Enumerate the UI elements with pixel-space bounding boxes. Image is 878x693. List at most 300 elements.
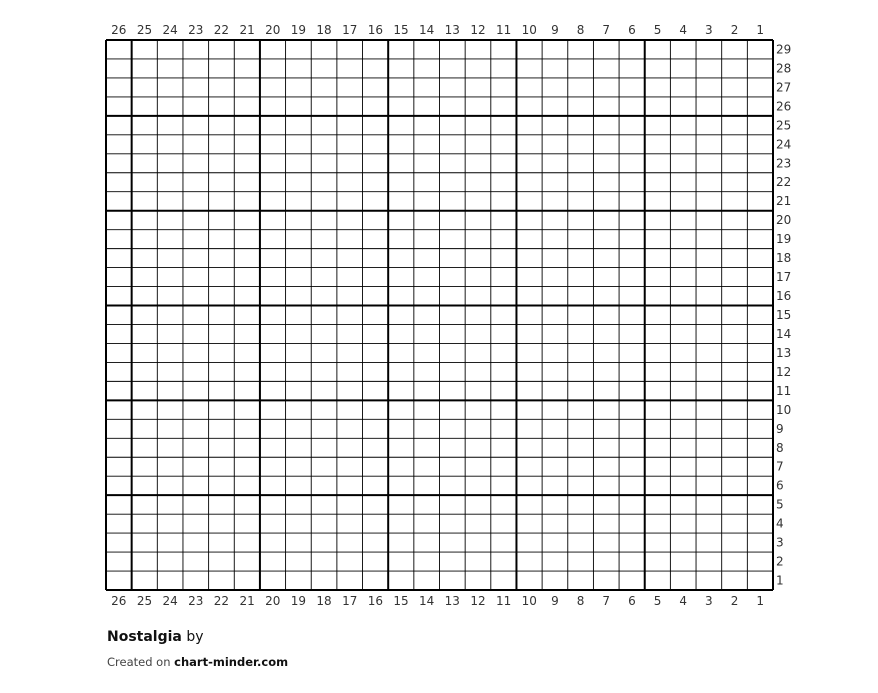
- chart-cell: [234, 438, 260, 457]
- chart-cell: [440, 552, 466, 571]
- chart-cell: [747, 192, 773, 211]
- chart-cell: [337, 438, 363, 457]
- chart-cell: [183, 78, 209, 97]
- chart-cell: [234, 457, 260, 476]
- chart-cell: [440, 192, 466, 211]
- chart-cell: [465, 173, 491, 192]
- chart-cell: [593, 249, 619, 268]
- chart-cell: [286, 476, 312, 495]
- chart-cell: [645, 571, 671, 590]
- chart-cell: [388, 249, 414, 268]
- row-label: 26: [776, 99, 792, 114]
- chart-cell: [645, 514, 671, 533]
- row-label: 4: [776, 516, 784, 531]
- chart-cell: [209, 59, 235, 78]
- chart-cell: [132, 40, 158, 59]
- chart-cell: [516, 343, 542, 362]
- column-label-bottom: 22: [213, 594, 230, 608]
- chart-cell: [593, 495, 619, 514]
- chart-cell: [542, 514, 568, 533]
- chart-cell: [363, 116, 389, 135]
- chart-cell: [132, 514, 158, 533]
- chart-cell: [593, 78, 619, 97]
- chart-cell: [260, 97, 286, 116]
- chart-cell: [747, 78, 773, 97]
- chart-cell: [183, 268, 209, 287]
- chart-cell: [260, 78, 286, 97]
- row-label: 19: [776, 232, 792, 247]
- chart-cell: [337, 211, 363, 230]
- chart-cell: [311, 306, 337, 325]
- chart-cell: [491, 438, 517, 457]
- chart-cell: [209, 97, 235, 116]
- chart-cell: [491, 230, 517, 249]
- chart-cell: [542, 173, 568, 192]
- chart-cell: [670, 514, 696, 533]
- row-label: 21: [776, 194, 792, 209]
- chart-cell: [568, 59, 594, 78]
- chart-cell: [363, 78, 389, 97]
- chart-cell: [388, 381, 414, 400]
- chart-cell: [157, 306, 183, 325]
- chart-cell: [747, 154, 773, 173]
- chart-cell: [132, 400, 158, 419]
- chart-cell: [286, 116, 312, 135]
- column-label-top: 19: [290, 23, 307, 37]
- chart-cell: [619, 154, 645, 173]
- chart-cell: [645, 116, 671, 135]
- column-label-top: 21: [239, 23, 255, 37]
- chart-cell: [645, 135, 671, 154]
- chart-cell: [696, 343, 722, 362]
- chart-cell: [491, 362, 517, 381]
- chart-cell: [465, 362, 491, 381]
- chart-cell: [260, 192, 286, 211]
- chart-cell: [209, 457, 235, 476]
- chart-cell: [234, 571, 260, 590]
- chart-cell: [106, 438, 132, 457]
- chart-cell: [696, 324, 722, 343]
- chart-cell: [516, 249, 542, 268]
- chart-cell: [722, 78, 748, 97]
- row-labels-right: [776, 42, 791, 587]
- chart-cell: [286, 533, 312, 552]
- chart-cell: [619, 381, 645, 400]
- chart-cell: [696, 552, 722, 571]
- chart-cell: [337, 173, 363, 192]
- chart-cell: [337, 419, 363, 438]
- column-label-bottom: 14: [419, 594, 435, 608]
- column-label-bottom: 7: [602, 594, 611, 608]
- chart-cell: [209, 552, 235, 571]
- chart-cell: [260, 400, 286, 419]
- chart-cell: [363, 211, 389, 230]
- chart-cell: [286, 173, 312, 192]
- chart-cell: [568, 571, 594, 590]
- chart-cell: [286, 419, 312, 438]
- chart-cell: [465, 476, 491, 495]
- chart-cell: [183, 533, 209, 552]
- chart-cell: [106, 306, 132, 325]
- pattern-name: Nostalgia: [107, 629, 182, 645]
- chart-cell: [337, 343, 363, 362]
- chart-cell: [234, 287, 260, 306]
- chart-cell: [388, 438, 414, 457]
- chart-cell: [132, 571, 158, 590]
- chart-cell: [363, 552, 389, 571]
- chart-cell: [619, 438, 645, 457]
- chart-cell: [260, 116, 286, 135]
- chart-cell: [157, 495, 183, 514]
- chart-cell: [209, 154, 235, 173]
- chart-cell: [183, 343, 209, 362]
- chart-cell: [722, 40, 748, 59]
- column-label-top: 20: [265, 23, 281, 37]
- chart-cell: [568, 135, 594, 154]
- chart-cell: [106, 97, 132, 116]
- chart-cell: [106, 154, 132, 173]
- chart-cell: [440, 571, 466, 590]
- chart-cell: [645, 381, 671, 400]
- column-label-bottom: 10: [521, 594, 537, 608]
- chart-cell: [440, 381, 466, 400]
- chart-cell: [619, 419, 645, 438]
- chart-cell: [645, 400, 671, 419]
- chart-cell: [593, 476, 619, 495]
- chart-cell: [311, 533, 337, 552]
- chart-cell: [183, 154, 209, 173]
- column-label-bottom: 18: [316, 594, 332, 608]
- chart-cell: [722, 116, 748, 135]
- chart-cell: [670, 552, 696, 571]
- chart-cell: [491, 324, 517, 343]
- chart-cell: [157, 362, 183, 381]
- chart-cell: [516, 552, 542, 571]
- chart-cell: [234, 40, 260, 59]
- chart-cell: [568, 381, 594, 400]
- column-label-top: 15: [393, 23, 409, 37]
- chart-cell: [747, 211, 773, 230]
- chart-cell: [645, 552, 671, 571]
- chart-cell: [568, 438, 594, 457]
- chart-cell: [183, 476, 209, 495]
- column-label-bottom: 1: [756, 594, 764, 608]
- column-label-top: 5: [653, 23, 662, 37]
- chart-cell: [414, 324, 440, 343]
- chart-cell: [593, 211, 619, 230]
- pattern-by-label: by: [186, 629, 204, 645]
- chart-cell: [260, 324, 286, 343]
- chart-cell: [388, 173, 414, 192]
- chart-cell: [286, 552, 312, 571]
- chart-cell: [183, 362, 209, 381]
- chart-cell: [260, 495, 286, 514]
- chart-cell: [260, 59, 286, 78]
- chart-cell: [311, 211, 337, 230]
- chart-cell: [619, 495, 645, 514]
- chart-cell: [414, 173, 440, 192]
- chart-cell: [619, 97, 645, 116]
- chart-cell: [670, 173, 696, 192]
- chart-cell: [414, 362, 440, 381]
- chart-cell: [542, 306, 568, 325]
- chart-cell: [311, 476, 337, 495]
- column-label-top: 1: [756, 23, 764, 37]
- row-label: 15: [776, 308, 792, 322]
- chart-cell: [209, 192, 235, 211]
- chart-cell: [311, 362, 337, 381]
- chart-cell: [234, 324, 260, 343]
- site-link[interactable]: chart-minder.com: [174, 655, 289, 669]
- column-labels-top: [111, 23, 764, 37]
- chart-cell: [722, 287, 748, 306]
- chart-cell: [311, 514, 337, 533]
- chart-cell: [465, 192, 491, 211]
- chart-cell: [209, 249, 235, 268]
- chart-cell: [183, 571, 209, 590]
- chart-cell: [465, 135, 491, 154]
- chart-cell: [542, 59, 568, 78]
- chart-cell: [260, 211, 286, 230]
- chart-cell: [722, 400, 748, 419]
- chart-cell: [465, 97, 491, 116]
- chart-cell: [414, 419, 440, 438]
- chart-footer: [107, 628, 807, 670]
- chart-cell: [747, 419, 773, 438]
- chart-cell: [106, 40, 132, 59]
- chart-cell: [542, 381, 568, 400]
- chart-cell: [183, 192, 209, 211]
- chart-cell: [696, 97, 722, 116]
- chart-cell: [670, 306, 696, 325]
- chart-cell: [516, 533, 542, 552]
- chart-cell: [209, 571, 235, 590]
- chart-cell: [645, 173, 671, 192]
- chart-cell: [132, 495, 158, 514]
- chart-cell: [132, 324, 158, 343]
- chart-cell: [209, 287, 235, 306]
- chart-cell: [440, 40, 466, 59]
- chart-cell: [183, 135, 209, 154]
- chart-cell: [542, 40, 568, 59]
- chart-cell: [260, 249, 286, 268]
- column-label-top: 16: [367, 23, 384, 37]
- chart-cell: [388, 59, 414, 78]
- chart-cell: [747, 552, 773, 571]
- chart-cell: [157, 135, 183, 154]
- chart-cell: [337, 59, 363, 78]
- chart-cell: [645, 40, 671, 59]
- chart-cell: [286, 154, 312, 173]
- chart-cell: [388, 230, 414, 249]
- chart-cell: [414, 381, 440, 400]
- chart-cell: [106, 495, 132, 514]
- chart-cell: [209, 211, 235, 230]
- chart-cell: [234, 59, 260, 78]
- chart-cell: [722, 381, 748, 400]
- chart-cell: [440, 343, 466, 362]
- chart-cell: [491, 211, 517, 230]
- chart-cell: [363, 173, 389, 192]
- chart-cell: [593, 533, 619, 552]
- chart-cell: [183, 173, 209, 192]
- chart-cell: [286, 362, 312, 381]
- chart-cell: [465, 457, 491, 476]
- row-label: 24: [776, 137, 792, 152]
- chart-cell: [414, 495, 440, 514]
- chart-cell: [645, 78, 671, 97]
- chart-cell: [260, 457, 286, 476]
- chart-cell: [747, 230, 773, 249]
- chart-cell: [593, 362, 619, 381]
- row-label: 11: [776, 383, 792, 398]
- chart-cell: [491, 381, 517, 400]
- chart-cell: [183, 381, 209, 400]
- chart-cell: [542, 135, 568, 154]
- chart-cell: [747, 400, 773, 419]
- chart-cell: [593, 552, 619, 571]
- chart-cell: [568, 78, 594, 97]
- chart-cell: [311, 268, 337, 287]
- chart-cell: [516, 306, 542, 325]
- chart-cell: [516, 116, 542, 135]
- column-label-bottom: 25: [136, 594, 153, 608]
- chart-cell: [593, 343, 619, 362]
- chart-cell: [440, 59, 466, 78]
- column-label-top: 25: [136, 23, 153, 37]
- chart-cell: [568, 249, 594, 268]
- chart-cell: [311, 457, 337, 476]
- chart-cell: [337, 306, 363, 325]
- chart-cell: [132, 476, 158, 495]
- chart-cell: [440, 211, 466, 230]
- chart-cell: [234, 268, 260, 287]
- chart-cell: [747, 476, 773, 495]
- column-label-top: 7: [602, 23, 611, 37]
- chart-cell: [696, 362, 722, 381]
- chart-cell: [747, 533, 773, 552]
- chart-cell: [593, 173, 619, 192]
- chart-cell: [106, 211, 132, 230]
- chart-cell: [619, 249, 645, 268]
- chart-cell: [696, 306, 722, 325]
- chart-cell: [132, 268, 158, 287]
- chart-cell: [388, 268, 414, 287]
- chart-cell: [568, 306, 594, 325]
- chart-cell: [388, 78, 414, 97]
- chart-cell: [696, 287, 722, 306]
- chart-cell: [542, 533, 568, 552]
- chart-cell: [491, 135, 517, 154]
- chart-cell: [234, 78, 260, 97]
- chart-cell: [388, 324, 414, 343]
- column-label-bottom: 20: [265, 594, 281, 608]
- row-label: 10: [776, 402, 792, 417]
- chart-cell: [106, 230, 132, 249]
- chart-cell: [414, 552, 440, 571]
- chart-cell: [670, 324, 696, 343]
- chart-cell: [209, 40, 235, 59]
- chart-cell: [183, 287, 209, 306]
- chart-cell: [106, 381, 132, 400]
- chart-cell: [440, 533, 466, 552]
- chart-cell: [696, 457, 722, 476]
- chart-cell: [722, 533, 748, 552]
- chart-cell: [747, 249, 773, 268]
- row-label: 29: [776, 42, 792, 57]
- row-label: 20: [776, 213, 792, 228]
- chart-cell: [491, 249, 517, 268]
- chart-cell: [260, 135, 286, 154]
- chart-cell: [337, 135, 363, 154]
- chart-cell: [132, 192, 158, 211]
- chart-cell: [619, 476, 645, 495]
- chart-cell: [157, 381, 183, 400]
- chart-cell: [183, 438, 209, 457]
- chart-cell: [106, 457, 132, 476]
- chart-cell: [670, 135, 696, 154]
- chart-cell: [516, 438, 542, 457]
- chart-cell: [337, 268, 363, 287]
- chart-cell: [542, 211, 568, 230]
- chart-cell: [619, 78, 645, 97]
- chart-cell: [465, 59, 491, 78]
- chart-cell: [619, 324, 645, 343]
- chart-cell: [132, 211, 158, 230]
- chart-cell: [465, 230, 491, 249]
- chart-cell: [337, 362, 363, 381]
- chart-cell: [132, 533, 158, 552]
- chart-cell: [542, 476, 568, 495]
- chart-cell: [491, 533, 517, 552]
- chart-cell: [363, 400, 389, 419]
- chart-cell: [722, 362, 748, 381]
- chart-cell: [747, 287, 773, 306]
- chart-cell: [491, 97, 517, 116]
- chart-cell: [183, 306, 209, 325]
- chart-cell: [568, 97, 594, 116]
- column-label-top: 14: [419, 23, 435, 37]
- chart-cell: [645, 249, 671, 268]
- chart-cell: [747, 40, 773, 59]
- chart-cell: [286, 287, 312, 306]
- chart-cell: [670, 495, 696, 514]
- chart-cell: [670, 59, 696, 78]
- chart-cell: [619, 514, 645, 533]
- chart-cell: [593, 230, 619, 249]
- column-label-bottom: 24: [162, 594, 178, 608]
- column-label-bottom: 16: [367, 594, 384, 608]
- chart-cell: [696, 230, 722, 249]
- chart-cell: [516, 268, 542, 287]
- row-label: 12: [776, 364, 792, 379]
- chart-cell: [157, 400, 183, 419]
- chart-cell: [516, 362, 542, 381]
- chart-cell: [568, 362, 594, 381]
- chart-cell: [722, 514, 748, 533]
- chart-cell: [260, 476, 286, 495]
- chart-cell: [337, 192, 363, 211]
- row-label: 22: [776, 175, 792, 190]
- chart-cell: [106, 533, 132, 552]
- chart-cell: [388, 571, 414, 590]
- chart-cell: [491, 40, 517, 59]
- chart-cell: [696, 268, 722, 287]
- chart-cell: [491, 343, 517, 362]
- row-label: 5: [776, 497, 784, 512]
- created-on-label: Created on: [107, 655, 171, 669]
- chart-cell: [516, 324, 542, 343]
